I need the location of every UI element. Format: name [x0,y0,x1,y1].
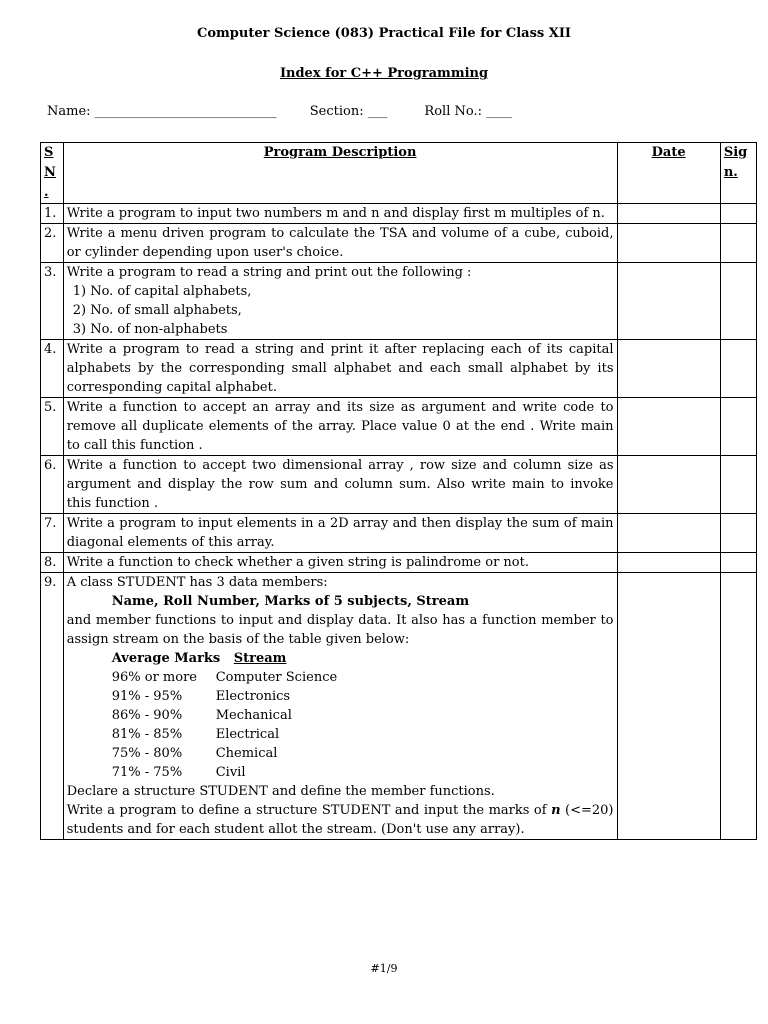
row-number: 3. [41,263,64,340]
date-cell [617,340,720,398]
stream-header-marks: Average Marks [111,651,221,666]
column-header-sn: S N . [41,143,64,204]
row-description: Write a function to accept an array and its size as argument and write code to remove all duplicate elements of the array. Place value 0 at the end . Write main to call this function . [63,398,617,456]
row-number: 1. [41,204,64,224]
list-item: 1) No. of capital alphabets, [72,284,252,299]
roll-field-label: Roll No.: ____ [424,104,513,119]
sign-cell [720,204,756,224]
row-description [63,263,617,340]
table-row [41,224,757,263]
sign-cell [720,573,756,840]
stream-name: Computer Science [215,670,338,685]
table-row [41,456,757,514]
table-row [41,514,757,553]
row-description [63,573,617,840]
stream-row [67,744,614,763]
table-row [41,340,757,398]
final-task-pre: Write a program to define a structure STUDENT and input the marks of [66,803,552,818]
stream-row [67,668,614,687]
section-field-label: Section: ___ [309,104,388,119]
column-header-sign: Sig n. [720,143,756,204]
stream-name: Chemical [215,746,278,761]
table-row [41,263,757,340]
sign-cell [720,456,756,514]
stream-marks: 91% - 95% [111,689,183,704]
stream-name: Civil [215,765,246,780]
document-title: Computer Science (083) Practical File for Class XII [197,26,571,41]
sign-cell [720,340,756,398]
row-number: 9. [41,573,64,840]
final-task-text [67,801,614,839]
stream-table-header [67,649,614,668]
stream-row [67,763,614,782]
final-task-post: (<=20) students and for each student allot the stream. (Don't use any array). [66,803,614,837]
stream-row [67,725,614,744]
date-cell [617,398,720,456]
column-header-date: Date [617,143,720,204]
row-description: Write a function to accept two dimensional array , row size and column size as argument and display the row sum and column sum. Also write main to invoke this function . [63,456,617,514]
page-number: #1/9 [370,962,398,975]
stream-marks: 86% - 90% [111,708,183,723]
table-header-row [41,143,757,204]
row-number: 5. [41,398,64,456]
sign-cell [720,398,756,456]
row-description: Write a program to read a string and print it after replacing each of its capital alphabets by the corresponding small alphabet and each small alphabet by its corresponding capital alphabet. [63,340,617,398]
table-row [41,573,757,840]
data-members-list: Name, Roll Number, Marks of 5 subjects, Stream [111,594,470,609]
program-index-table [40,142,757,840]
final-task-variable: n [551,803,561,818]
stream-marks: 81% - 85% [111,727,183,742]
stream-name: Mechanical [215,708,292,723]
name-field-label: Name: ____________________________ [47,104,277,119]
row-description: Write a program to input elements in a 2D array and then display the sum of main diagonal elements of this array. [63,514,617,553]
stream-row [67,706,614,725]
sign-cell [720,224,756,263]
row-number: 7. [41,514,64,553]
row-number: 6. [41,456,64,514]
row-number: 2. [41,224,64,263]
stream-marks: 71% - 75% [111,765,183,780]
date-cell [617,263,720,340]
row-description: Write a function to check whether a given string is palindrome or not. [63,553,617,573]
row-number: 4. [41,340,64,398]
stream-name: Electronics [215,689,291,704]
row-description-intro: Write a program to read a string and print out the following : [66,265,472,280]
date-cell [617,224,720,263]
list-item: 2) No. of small alphabets, [72,303,242,318]
sign-cell [720,514,756,553]
sign-cell [720,553,756,573]
table-row [41,553,757,573]
row-description: Write a menu driven program to calculate the TSA and volume of a cube, cuboid, or cylinder depending upon user's choice. [63,224,617,263]
member-functions-text: and member functions to input and display data. It also has a function member to assign stream on the basis of the table given below: [66,613,614,647]
date-cell [617,456,720,514]
date-cell [617,204,720,224]
class-intro: A class STUDENT has 3 data members: [66,575,328,590]
row-number: 8. [41,553,64,573]
list-item: 3) No. of non-alphabets [72,322,228,337]
stream-header-stream: Stream [233,651,287,666]
stream-row [67,687,614,706]
row-description: Write a program to input two numbers m and n and display first m multiples of n. [63,204,617,224]
declare-text: Declare a structure STUDENT and define the member functions. [66,784,495,799]
student-info-line [47,104,512,119]
stream-marks: 75% - 80% [111,746,183,761]
stream-name: Electrical [215,727,280,742]
sign-cell [720,263,756,340]
date-cell [617,553,720,573]
document-subtitle: Index for C++ Programming [279,66,489,81]
stream-marks: 96% or more [111,670,197,685]
table-row [41,204,757,224]
date-cell [617,573,720,840]
date-cell [617,514,720,553]
column-header-description: Program Description [63,143,617,204]
table-row [41,398,757,456]
